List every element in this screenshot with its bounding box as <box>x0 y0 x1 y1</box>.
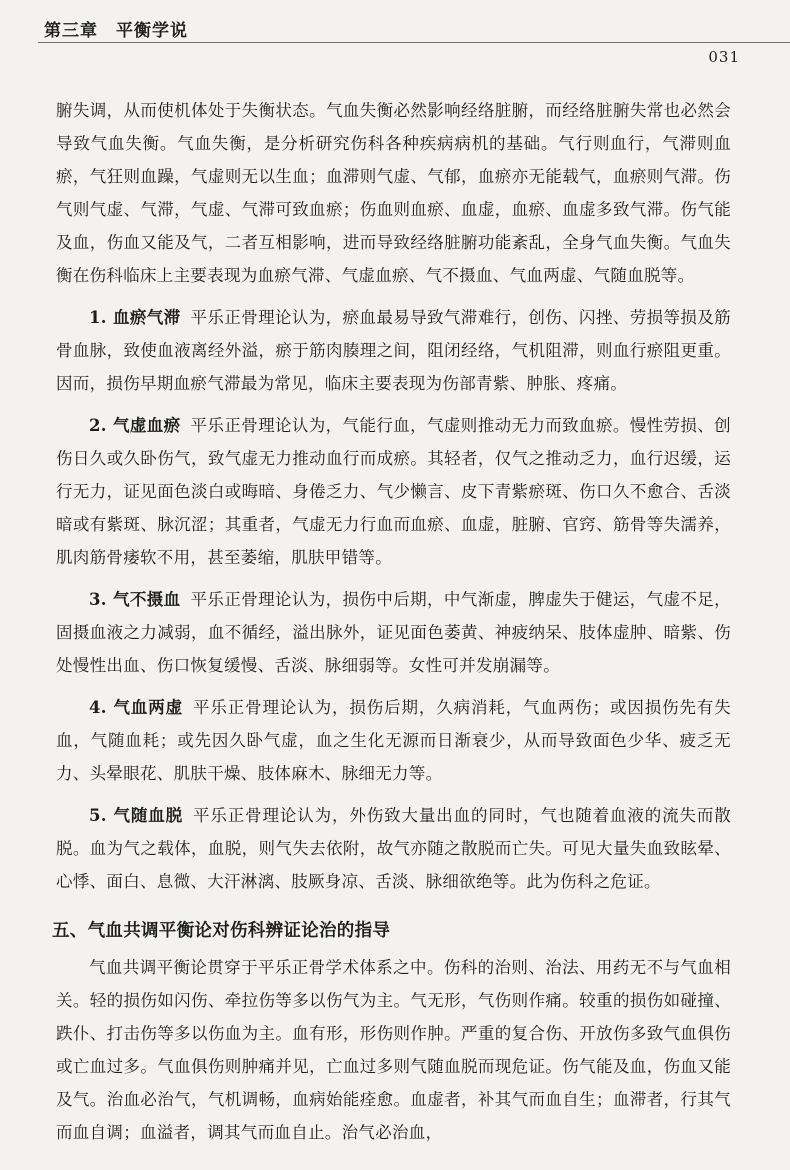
item-text: 平乐正骨理论认为，损伤后期，久病消耗，气血两伤；或因损伤先有失血，气随血耗；或先因久卧气虚，血之生化无源而日渐衰少，从而导致面色少华、疲乏无力、头晕眼花、肌肤干燥、肢体麻木、脉细无力等。 <box>56 698 731 783</box>
item-qi-blood-deficiency <box>56 691 731 790</box>
item-text: 平乐正骨理论认为，瘀血最易导致气滞难行，创伤、闪挫、劳损等损及筋骨血脉，致使血液离经外溢，瘀于筋肉腠理之间，阻闭经络，气机阻滞，则血行瘀阻更重。因而，损伤早期血瘀气滞最为常见，临床主要表现为伤部青紫、肿胀、疼痛。 <box>56 308 731 393</box>
running-head: 第三章 平衡学说 <box>44 21 188 41</box>
item-text: 平乐正骨理论认为，外伤致大量出血的同时，气也随着血液的流失而散脱。血为气之载体，血脱，则气失去依附，故气亦随之散脱而亡失。可见大量失血致眩晕、心悸、面白、息微、大汗淋漓、肢厥身凉、舌淡、脉细欲绝等。此为伤科之危证。 <box>56 806 731 891</box>
body-text <box>52 94 731 1149</box>
item-heading: 3. 气不摄血 <box>89 590 181 609</box>
item-text: 平乐正骨理论认为，损伤中后期，中气渐虚，脾虚失于健运，气虚不足，固摄血液之力减弱，血不循经，溢出脉外，证见面色萎黄、神疲纳呆、肢体虚肿、暗紫、伤处慢性出血、伤口恢复缓慢、舌淡、脉细弱等。女性可并发崩漏等。 <box>56 590 731 675</box>
page-number: 031 <box>708 48 740 66</box>
item-text: 平乐正骨理论认为，气能行血，气虚则推动无力而致血瘀。慢性劳损、创伤日久或久卧伤气，致气虚无力推动血行而成瘀。其轻者，仅气之推动乏力，血行迟缓，运行无力，证见面色淡白或晦暗、身倦乏力、气少懒言、皮下青紫瘀斑、伤口久不愈合、舌淡暗或有紫斑、脉沉涩；其重者，气虚无力行血而血瘀、血虚，脏腑、官窍、筋骨等失濡养，肌肉筋骨痿软不用，甚至萎缩，肌肤甲错等。 <box>56 416 731 567</box>
item-heading: 4. 气血两虚 <box>89 698 183 717</box>
item-heading: 1. 血瘀气滞 <box>89 308 181 327</box>
section-paragraph: 气血共调平衡论贯穿于平乐正骨学术体系之中。伤科的治则、治法、用药无不与气血相关。轻的损伤如闪伤、牵拉伤等多以伤气为主。气无形，气伤则作痛。较重的损伤如碰撞、跌仆、打击伤等多以伤血为主。血有形，形伤则作肿。严重的复合伤、开放伤多致气血俱伤或亡血过多。气血俱伤则肿痛并见，亡血过多则气随血脱而现危证。伤气能及血，伤血又能及气。治血必治气，气机调畅，血病始能痊愈。血虚者，补其气而血自生；血滞者，行其气而血自调；血溢者，调其气而血自止。治气必治血， <box>56 958 731 1142</box>
header-rule <box>38 42 790 43</box>
item-qi-deficiency-blood-stasis <box>56 409 731 574</box>
intro-paragraph: 腑失调，从而使机体处于失衡状态。气血失衡必然影响经络脏腑，而经络脏腑失常也必然会导致气血失衡。气血失衡，是分析研究伤科各种疾病病机的基础。气行则血行，气滞则血瘀，气狂则血躁，气虚则无以生血；血滞则气虚、气郁，血瘀亦无能载气，血瘀则气滞。伤气则气虚、气滞，气虚、气滞可致血瘀；伤血则血瘀、血虚，血瘀、血虚多致气滞。伤气能及血，伤血又能及气，二者互相影响，进而导致经络脏腑功能紊乱，全身气血失衡。气血失衡在伤科临床上主要表现为血瘀气滞、气虚血瘀、气不摄血、气血两虚、气随血脱等。 <box>56 101 731 285</box>
item-qi-failing-to-control-blood <box>56 583 731 682</box>
item-heading: 5. 气随血脱 <box>89 806 183 825</box>
item-heading: 2. 气虚血瘀 <box>89 416 181 435</box>
section-title: 五、气血共调平衡论对伤科辨证论治的指导 <box>52 921 391 941</box>
item-qi-collapse-with-blood-loss <box>56 799 731 898</box>
item-blood-stasis-qi-stagnation <box>56 301 731 400</box>
